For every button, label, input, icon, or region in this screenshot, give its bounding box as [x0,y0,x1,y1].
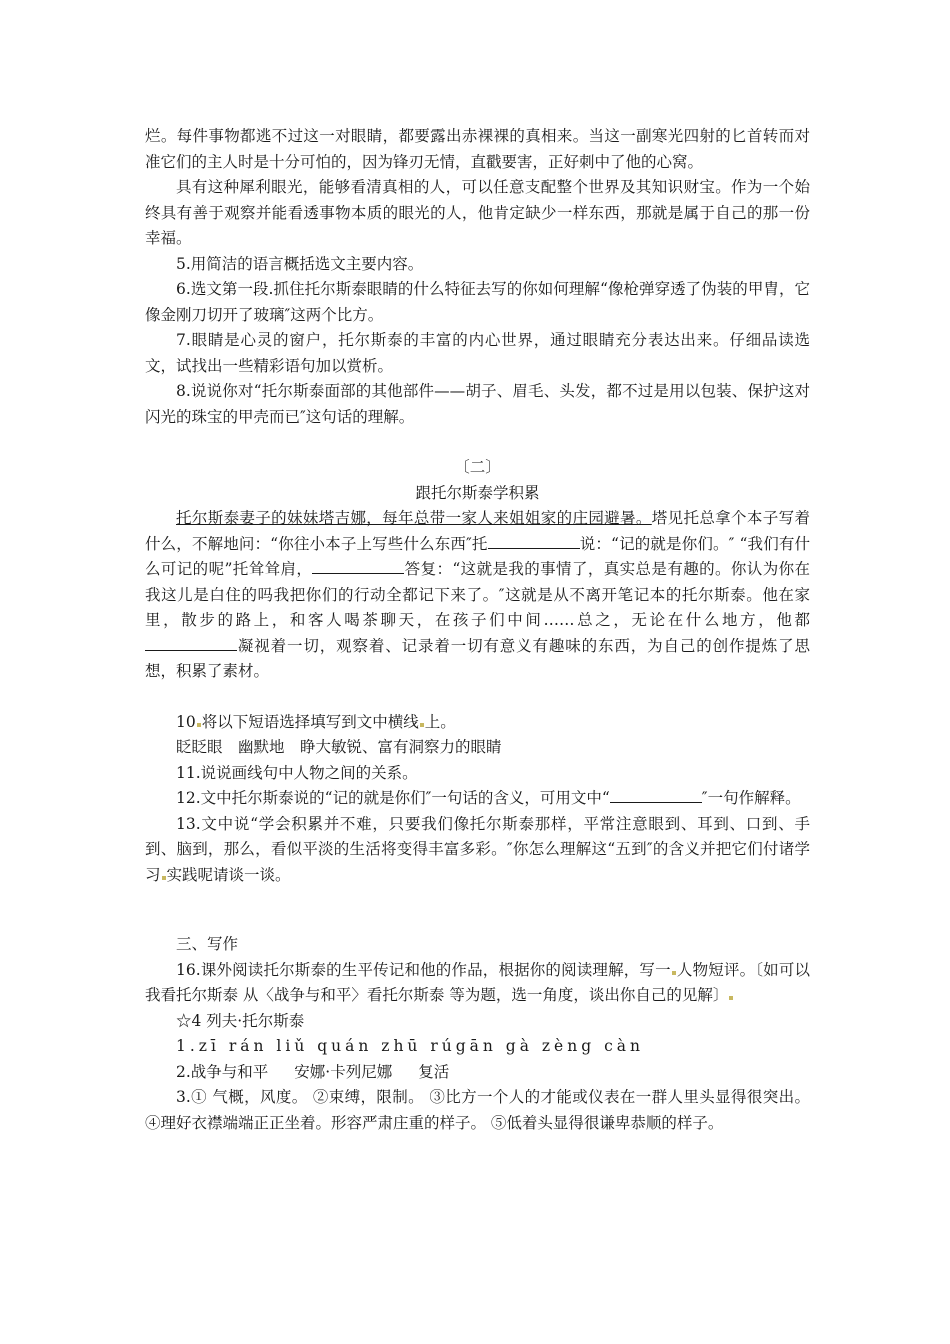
passage-text: 说：“记的就是你们。″ “我们有什么可记的呢”托耸耸肩， [145,534,810,578]
answer-3: 3.① 气概，风度。 ②束缚，限制。 ③比方一个人的才能或仪表在一群人里头显得很突出。 ④理好衣襟端端正正坐着。形容严肃庄重的样子。 ⑤低着头显得很谦卑恭顺的样子。 [145,1088,810,1132]
question-10 [145,710,810,736]
passage-text: 塔见托总拿个本子写着什么，不解地问：“你往小本子上写些什么东西″托 [145,509,810,553]
answer-item: 复活 [418,1062,450,1081]
reading-passage [145,506,810,685]
section-title: 跟托尔斯泰学积累 [415,483,540,502]
question-number: 10 [176,712,196,731]
answer-2 [145,1060,810,1086]
question-12 [145,786,810,812]
question-8: 8.说说你对“托尔斯泰面部的其他部件——胡子、眉毛、头发，都不过是用以包装、保护这对闪光的珠宝的甲壳而已″这句话的理解。 [145,382,810,426]
question-11: 11.说说画线句中人物之间的关系。 [176,763,418,782]
question-text: ″一句作解释。 [701,789,801,807]
paragraph: 具有这种犀利眼光，能够看清真相的人，可以任意支配整个世界及其知识财宝。作为一个始终具有善于观察并能看透事物本质的眼光的人，他肯定缺少一样东西，那就是属于自己的那一份幸福。 [145,178,810,247]
fill-blank[interactable] [610,786,702,803]
question-text: 上。 [424,712,456,731]
question-16 [145,958,810,1009]
underlined-sentence: 托尔斯泰妻子的妹妹塔吉娜，每年总带一家人来姐姐家的庄园避暑。 [176,509,652,527]
question-10-options: 眨眨眼 幽默地 睁大敏锐、富有洞察力的眼睛 [176,738,502,756]
question-text: 人物短评。〔如可以 我看托尔斯泰 从〈战争与和平〉看托尔斯泰 等为题，选一角度，谈出你自己的见解〕 [145,960,810,1004]
question-text: 将以下短语选择填写到文中横线 [201,712,419,731]
answer-item: 2.战争与和平 [176,1062,269,1081]
question-text: 16.课外阅读托尔斯泰的生平传记和他的作品，根据你的阅读理解，写一 [176,960,671,979]
mark-dot-icon [729,996,733,1000]
question-text: 12.文中托尔斯泰说的“记的就是你们″一句话的含义，可用文中“ [176,789,610,807]
question-5: 5.用简洁的语言概括选文主要内容。 [176,254,424,273]
question-7: 7.眼睛是心灵的窗户，托尔斯泰的丰富的内心世界，通过眼睛充分表达出来。仔细品读选文，试找出一些精彩语句加以赏析。 [145,331,810,375]
answer-item: 安娜·卡列尼娜 [294,1062,393,1081]
answer-title: ☆4 列夫·托尔斯泰 [176,1011,305,1030]
fill-blank[interactable] [312,557,404,574]
mark-dot-icon [197,723,201,727]
question-text: 13.文中说“学会积累并不难，只要我们像托尔斯泰那样，平常注意眼到、耳到、口到、手到、脑到，那么，看似平淡的生活将变得丰富多彩。″你怎么理解这“五到″的含义并把它们付诸学习 [145,814,810,884]
mark-dot-icon [420,723,424,727]
question-text: 实践呢请谈一谈。 [166,865,291,884]
passage-text: 答复：“这就是我的事情了，真实总是有趣的。你认为你在我这儿是白住的吗我把你们的行动全都记下来了。″这就是从不离开笔记本的托尔斯泰。他在家里，散步的路上，和客人喝茶聊天，在孩子们中间……总之，无论在什么地方，他都 [145,560,810,629]
fill-blank[interactable] [488,532,580,549]
passage-text: 凝视着一切，观察着、记录着一切有意义有趣味的东西，为自己的创作提炼了思想，积累了素材。 [145,636,810,680]
question-6: 6.选文第一段.抓住托尔斯泰眼睛的什么特征去写的你如何理解“像枪弹穿透了伪装的甲胄，它像金刚刀切开了玻璃″这两个比方。 [145,280,810,324]
fill-blank[interactable] [145,634,237,651]
answer-1: 1.zī rán liǔ quán zhū rúgān gà zèng càn [176,1037,644,1055]
mark-dot-icon [162,876,166,880]
mark-dot-icon [672,971,676,975]
question-13 [145,812,810,889]
paragraph: 烂。每件事物都逃不过这一对眼睛，都要露出赤裸裸的真相来。当这一副寒光四射的匕首转而对准它们的主人时是十分可怕的，因为锋刃无情，直戳要害，正好刺中了他的心窝。 [145,127,810,171]
section-heading: 三、写作 [176,935,239,953]
document-page [145,124,810,1136]
section-number: 〔二〕 [454,458,501,476]
